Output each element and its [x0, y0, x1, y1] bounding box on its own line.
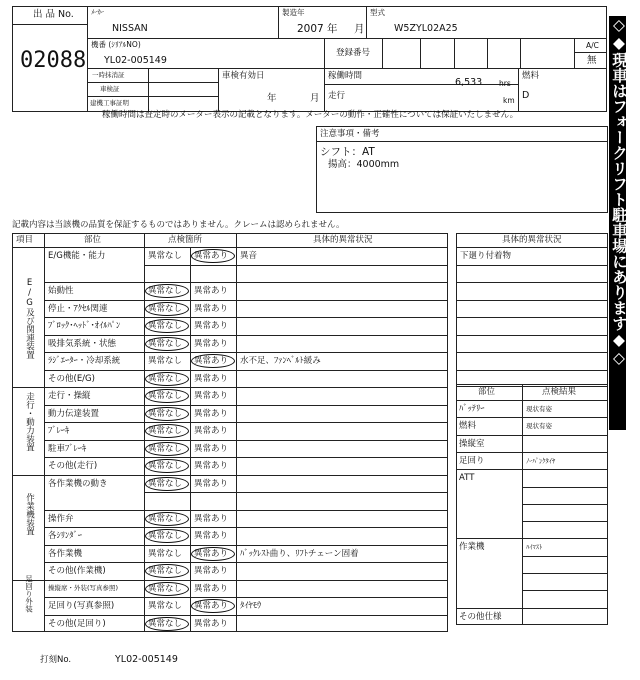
results-part: ﾊﾞｯﾃﾘｰ	[459, 404, 485, 414]
abnormal-option: 異常あり	[194, 548, 229, 559]
abnormal-option: 異常あり	[194, 443, 229, 454]
normal-option: 異常なし	[148, 338, 183, 349]
abnormal-circle	[191, 547, 235, 561]
results-part: 操縦室	[459, 438, 485, 449]
row-part: 動力伝達装置	[48, 408, 100, 419]
row-part: その他(足回り)	[48, 618, 106, 629]
row-part: その他(E/G)	[48, 373, 95, 384]
normal-option: 異常なし	[148, 251, 183, 261]
year-label: 製造年	[282, 8, 305, 17]
normal-circle	[145, 529, 189, 543]
lot-no-label: 出 品 No.	[33, 9, 74, 20]
normal-option: 異常なし	[148, 461, 183, 471]
row-part: E/G機能・能力	[48, 251, 106, 261]
temp-pass-label: 一時抹消証	[92, 71, 125, 79]
normal-circle	[145, 407, 189, 421]
normal-option: 異常なし	[148, 583, 183, 594]
travel-label: 走行	[328, 91, 346, 101]
abnormal-option: 異常あり	[194, 478, 229, 489]
row-part: その他(走行)	[48, 461, 98, 471]
normal-option: 異常なし	[148, 286, 183, 296]
row-detail: ﾊﾞｯｸﾚｽﾄ曲り、ﾘﾌﾄチェーン固着	[240, 548, 359, 559]
fuel-value: D	[522, 90, 530, 101]
year-unit: 年	[327, 23, 338, 35]
row-part: 足回り(写真参照)	[48, 601, 115, 611]
results-part: 作業機	[459, 542, 485, 553]
col-header-item: 項目	[16, 235, 34, 245]
abnormal-option: 異常あり	[194, 461, 229, 471]
row-part: 走行・操縦	[48, 391, 91, 401]
abnormal-option: 異常あり	[194, 513, 229, 524]
abnormal-option: 異常あり	[194, 601, 229, 611]
col-header-check: 点検箇所	[168, 235, 203, 245]
km-unit: km	[503, 96, 515, 105]
normal-circle	[145, 477, 189, 491]
row-part: 各作業機	[48, 548, 83, 559]
abnormal-option: 異常あり	[194, 321, 229, 331]
col-header-detail: 具体的異常状況	[313, 235, 373, 245]
normal-circle	[145, 617, 189, 631]
results-part: 足回り	[459, 455, 485, 466]
abnormal-circle	[191, 599, 235, 613]
abnormal-option: 異常あり	[194, 426, 229, 436]
abnormal-option: 異常あり	[194, 338, 229, 349]
results-part: 燃料	[459, 421, 477, 432]
abnormal-option: 異常あり	[194, 303, 229, 314]
col-header-part: 部位	[84, 235, 102, 245]
row-part: 吸排気系統・状態	[48, 338, 117, 349]
abnormal-option: 異常あり	[194, 286, 229, 296]
row-part: 各ｼﾘﾝﾀﾞｰ	[48, 531, 83, 541]
results-value: ﾊｲﾏｽﾄ	[526, 543, 543, 552]
maker-label: ﾒｰｶｰ	[91, 8, 104, 16]
hours-label: 稼働時間	[328, 71, 363, 81]
normal-option: 異常なし	[148, 303, 183, 314]
group-drive: 走行・動力装置	[24, 392, 35, 452]
group-work: 作業機装置	[24, 493, 35, 536]
abnormal-circle	[191, 354, 235, 368]
abnormal-option: 異常あり	[194, 566, 229, 576]
normal-option: 異常なし	[148, 618, 183, 629]
model-label: 型式	[370, 8, 385, 17]
row-part: ﾗｼﾞｴｰﾀｰ・冷却系統	[48, 356, 121, 366]
expiry-month-unit: 月	[310, 93, 320, 104]
normal-option: 異常なし	[148, 408, 183, 419]
normal-circle	[145, 582, 189, 596]
row-part: ﾌﾞﾛｯｸ･ﾍｯﾄﾞ･ｵｲﾙﾊﾟﾝ	[48, 321, 121, 331]
normal-option: 異常なし	[148, 356, 183, 366]
normal-option: 異常なし	[148, 321, 183, 331]
month-unit: 月	[354, 23, 365, 35]
ac-value: 無	[587, 55, 597, 66]
serial-label: 機番 (ｼﾘｱﾙNO)	[91, 40, 141, 49]
reg-label: 登録番号	[336, 48, 371, 58]
results-header-part: 部位	[478, 387, 496, 397]
expiry-year-unit: 年	[267, 93, 277, 104]
abnormal-option: 異常あり	[194, 531, 229, 541]
hours-value: 6,533	[455, 77, 483, 88]
notes-label: 注意事項・備考	[320, 129, 380, 139]
notes-line2: 揚高：4000mm	[328, 159, 400, 170]
row-part: 駐車ﾌﾞﾚｰｷ	[48, 443, 87, 454]
row-part: 操作弁	[48, 513, 74, 524]
normal-circle	[145, 337, 189, 351]
footer-value: YL02-005149	[115, 654, 178, 665]
results-value: 現状有姿	[526, 405, 552, 413]
results-part: その他仕様	[459, 611, 502, 622]
notes-line1: シフト：AT	[320, 146, 375, 158]
normal-circle	[145, 284, 189, 298]
ac-label: A/C	[586, 41, 599, 50]
group-eg: E/G及び関連装置	[24, 278, 35, 359]
results-header-result: 点検結果	[542, 387, 577, 397]
group-under: 足回り外装	[24, 575, 34, 613]
model: W5ZYL02A25	[394, 23, 458, 34]
abnormal-option: 異常あり	[194, 618, 229, 629]
abnormal-option: 異常あり	[194, 391, 229, 401]
abnormal-circle	[191, 249, 235, 263]
row-part: 操縦席・外装(写真参照)	[48, 583, 119, 592]
serial: YL02-005149	[104, 55, 167, 66]
disclaimer: 記載内容は当該機の品質を保証するものではありません。クレームは認められません。	[12, 220, 345, 230]
normal-option: 異常なし	[148, 426, 183, 436]
hours-unit: hrs	[499, 79, 511, 88]
row-part: 始動性	[48, 286, 74, 296]
right-col-header: 具体的異常状況	[502, 235, 562, 245]
abnormal-option: 異常あり	[194, 408, 229, 419]
normal-option: 異常なし	[148, 373, 183, 384]
abnormal-option: 異常あり	[194, 356, 229, 366]
row-detail: 水不足、ﾌｧﾝﾍﾞﾙﾄ緩み	[240, 356, 321, 366]
results-value: 現状有姿	[526, 422, 552, 431]
abnormal-option: 異常あり	[194, 251, 229, 261]
row-part: 停止・ｱｸｾﾙ関連	[48, 303, 108, 314]
normal-option: 異常なし	[148, 443, 183, 454]
row-detail: ﾀｲﾔﾓｳ	[240, 601, 262, 611]
footer-label: 打刻No.	[40, 655, 72, 665]
row-detail: 異音	[240, 251, 258, 261]
row-part: ﾌﾞﾚｰｷ	[48, 426, 70, 436]
right-abnormal-item: 下廻り付着物	[460, 251, 512, 261]
maker: NISSAN	[112, 23, 148, 34]
inspect-cert-label: 車検証	[100, 85, 120, 93]
normal-option: 異常なし	[148, 531, 183, 541]
normal-circle	[145, 459, 189, 473]
banner-text: ◇◆現車はフォークリフト駐車場にあります◆◇	[610, 16, 628, 367]
normal-option: 異常なし	[148, 391, 183, 401]
normal-circle	[145, 564, 189, 578]
normal-circle	[145, 512, 189, 526]
normal-circle	[145, 302, 189, 316]
row-part: 各作業機の動き	[48, 478, 108, 489]
inspect-expiry-label: 車検有効日	[222, 71, 265, 81]
normal-option: 異常なし	[148, 601, 183, 611]
year: 2007	[297, 23, 324, 35]
normal-circle	[145, 319, 189, 333]
normal-option: 異常なし	[148, 513, 183, 524]
normal-option: 異常なし	[148, 548, 183, 559]
abnormal-option: 異常あり	[194, 373, 229, 384]
normal-circle	[145, 442, 189, 456]
results-part: ATT	[459, 473, 475, 484]
proof-label: 建機工事証明	[90, 99, 129, 107]
normal-option: 異常なし	[148, 566, 183, 576]
hours-notice: 稼働時間は査定時のメーター表示の記載となります。メーターの動作・正確性については保証いたしません。	[102, 110, 519, 120]
normal-circle	[145, 424, 189, 438]
lot-no: 02088	[20, 48, 87, 73]
fuel-label: 燃料	[522, 71, 540, 81]
normal-circle	[145, 372, 189, 386]
results-value: ﾉｰﾊﾟﾝｸﾀｲﾔ	[526, 456, 556, 465]
abnormal-option: 異常あり	[194, 583, 229, 594]
row-part: その他(作業機)	[48, 566, 106, 576]
normal-option: 異常なし	[148, 478, 183, 489]
normal-circle	[145, 389, 189, 403]
